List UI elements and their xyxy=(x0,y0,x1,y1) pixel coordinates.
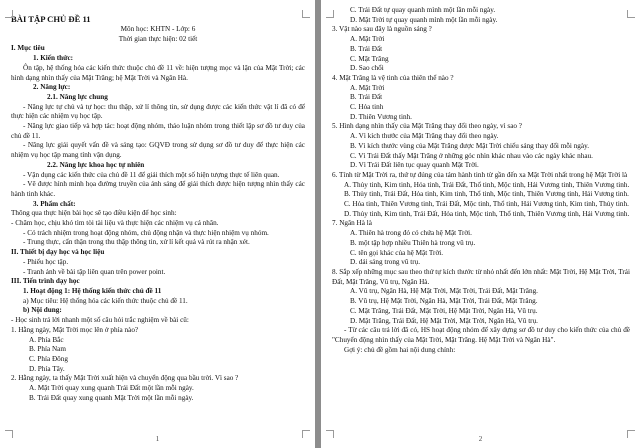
document-title: BÀI TẬP CHỦ ĐỀ 11 xyxy=(11,14,91,24)
paragraph: C. Hỏa tinh, Thiên Vương tinh, Trái Đất, Mộc tinh, Thổ tinh, Hải Vương tinh, Kim tinh, Thủy tinh. xyxy=(344,200,629,209)
paragraph: B. Thủy tinh, Trái Đất, Hỏa tinh, Kim tinh, Thổ tinh, Mộc tinh, Thiên Vương tinh, Hải Vương tinh. xyxy=(344,190,629,199)
margin-mark-top-right xyxy=(302,10,310,18)
paragraph: a) Mục tiêu: Hệ thống hóa các kiến thức thuộc chủ đề 11. xyxy=(23,296,188,305)
paragraph: Ôn tập, hệ thống hóa các kiến thức thuộc chủ đề 11 về: hiện tượng mọc và lặn của Mặt Trời; các hình dạng nhìn thấy của Mặt Trăng; hệ Mặt Trời và Ngân Hà. xyxy=(11,63,305,82)
paragraph: - Năng lực giao tiếp và hợp tác: hoạt động nhóm, thảo luận nhóm trong thiết lập sơ đồ tư duy của chủ đề 11. xyxy=(11,122,305,140)
paragraph: 4. Mặt Trăng là vệ tinh của thiên thể nào ? xyxy=(332,73,454,82)
paragraph: - Có trách nhiệm trong hoạt động nhóm, chủ động nhận và thực hiện nhiệm vụ nhóm. xyxy=(23,228,269,237)
paragraph: C. Mặt Trăng, Trái Đất, Mặt Trời, Hệ Mặt Trời, Ngân Hà, Vũ trụ. xyxy=(350,306,538,315)
paragraph: Gợi ý: chủ đề gồm hai nội dung chính: xyxy=(344,345,456,354)
paragraph: D. Phía Tây. xyxy=(29,364,65,373)
paragraph: B. Trái Đất quay xung quanh Mặt Trời một lần mỗi ngày. xyxy=(29,393,194,402)
paragraph: A. Mặt Trời quay xung quanh Trái Đất một lần mỗi ngày. xyxy=(29,384,194,393)
margin-mark-top-right xyxy=(627,10,635,18)
paragraph: A. Mặt Trời xyxy=(350,83,385,92)
paragraph: 3. Vật nào sau đây là nguồn sáng ? xyxy=(332,25,432,34)
paragraph: A. Thiên hà trong đó có chứa hệ Mặt Trời. xyxy=(350,229,472,238)
page-number: 2 xyxy=(478,435,483,444)
paragraph: 5. Hình dạng nhìn thấy của Mặt Trăng thay đổi theo ngày, vì sao ? xyxy=(332,122,522,131)
paragraph: B. Vũ trụ, Hệ Mặt Trời, Ngân Hà, Mặt Trời, Trái Đất, Mặt Trăng. xyxy=(350,297,538,306)
paragraph: - Phiếu học tập. xyxy=(23,257,69,266)
paragraph: II. Thiết bị dạy học và học liệu xyxy=(11,248,105,257)
document-page-2 xyxy=(321,0,640,448)
paragraph: 1. Hoạt động 1: Hệ thống kiến thức chủ đề 11 xyxy=(23,286,162,295)
paragraph: B. Trái Đất xyxy=(350,44,383,53)
paragraph: 1. Hằng ngày, Mặt Trời mọc lên ở phía nào? xyxy=(11,325,139,334)
paragraph: - Học sinh trả lời nhanh một số câu hỏi trắc nghiệm về bài cũ: xyxy=(11,316,189,325)
paragraph: C. Trái Đất tự quay quanh mình một lần mỗi ngày. xyxy=(350,6,496,14)
margin-mark-top-left xyxy=(326,10,334,18)
paragraph: - Từ các câu trả lời đã có, HS hoạt động nhóm để xây dựng sơ đồ tư duy cho kiến thức của chủ đề "Chuyển động nhìn thấy của Mặt Trời, Mặt Trăng. Hệ Mặt Trời và Ngân Hà". xyxy=(332,326,630,344)
paragraph: A. Vũ trụ, Ngân Hà, Hệ Mặt Trời, Mặt Trời, Trái Đất, Mặt Trăng. xyxy=(350,287,538,296)
paragraph: B. Trái Đất xyxy=(350,93,383,102)
paragraph: 7. Ngân Hà là xyxy=(332,219,372,228)
page-2-body xyxy=(332,6,630,355)
paragraph: b) Nội dung: xyxy=(23,306,62,315)
paragraph: C. Phía Đông xyxy=(29,354,68,363)
paragraph: A. Thủy tinh, Kim tinh, Hỏa tinh, Trái Đất, Thổ tinh, Mộc tinh, Hải Vương tinh, Thiên Vương tinh. xyxy=(344,180,630,189)
paragraph: 1. Kiến thức: xyxy=(33,54,74,63)
paragraph: - Năng lực tự chủ và tự học: thu thập, xử lí thông tin, sử dụng được các kiến thức vật lí đã có để thực hiện các nhiệm vụ học tập. xyxy=(11,102,305,121)
paragraph: 2.2. Năng lực khoa học tự nhiên xyxy=(47,160,145,169)
paragraph: C. Hỏa tinh xyxy=(350,103,384,112)
page-1-body xyxy=(11,44,305,403)
paragraph: III. Tiến trình dạy học xyxy=(11,277,80,286)
paragraph: C. tên gọi khác của hệ Mặt Trời. xyxy=(350,248,444,257)
paragraph: 2.1. Năng lực chung xyxy=(47,92,108,101)
paragraph: B. một tập hợp nhiều Thiên hà trong vũ trụ. xyxy=(350,238,476,247)
paragraph: D. Sao chổi xyxy=(350,64,384,73)
paragraph: B. Vì kích thước vùng của Mặt Trăng được Mặt Trời chiếu sáng thay đổi mỗi ngày. xyxy=(350,141,589,150)
paragraph: C. Vì Trái Đất thấy Mặt Trăng ở những góc nhìn khác nhau vào các ngày khác nhau. xyxy=(350,151,593,160)
document-page-1 xyxy=(0,0,315,448)
paragraph: I. Mục tiêu xyxy=(11,44,45,53)
paragraph: D. Mặt Trăng, Trái Đất, Hệ Mặt Trời, Mặt Trời, Ngân Hà, Vũ trụ. xyxy=(350,316,538,325)
paragraph: 2. Năng lực: xyxy=(33,83,71,92)
paragraph: 3. Phẩm chất: xyxy=(33,199,76,208)
paragraph: D. Thủy tinh, Kim tinh, Trái Đất, Hỏa tinh, Mộc tinh, Thổ tinh, Thiên Vương tinh, Hải Vương tinh. xyxy=(344,209,630,218)
document-duration: Thời gian thực hiện: 02 tiết xyxy=(118,34,198,43)
paragraph: C. Mặt Trăng xyxy=(350,54,389,63)
paragraph: D. Mặt Trời tự quay quanh mình một lần mỗi ngày. xyxy=(350,15,498,24)
paragraph: - Tranh ảnh về bài tập liên quan trên power point. xyxy=(23,267,166,276)
paragraph: D. dải sáng trong vũ trụ. xyxy=(350,258,421,267)
paragraph: 8. Sắp xếp những mục sau theo thứ tự kích thước từ nhỏ nhất đến lớn nhất: Mặt Trời, Hệ Mặt Trời, Trái Đất, Mặt Trăng, Vũ trụ, Ngân Hà. xyxy=(332,267,630,286)
paragraph: Thông qua thực hiện bài học sẽ tạo điều kiện để học sinh: xyxy=(11,209,177,218)
page-number: 1 xyxy=(155,435,160,444)
paragraph: D. Thiên Vương tinh. xyxy=(350,112,412,121)
margin-mark-top-left xyxy=(5,10,13,18)
paragraph: - Vận dụng các kiến thức của chủ đề 11 để giải thích một số hiện tượng thực tế liên quan. xyxy=(23,170,280,179)
paragraph: - Chăm học, chịu khó tìm tòi tài liệu và thực hiện các nhiệm vụ cá nhân. xyxy=(11,219,219,228)
paragraph: D. Vì Trái Đất liên tục quay quanh Mặt Trời. xyxy=(350,161,479,170)
paragraph: - Năng lực giải quyết vấn đề và sáng tạo: GQVĐ trong sử dụng sơ đồ tư duy để thực hiện các nhiệm vụ học tập mang tính vận dụng. xyxy=(11,141,305,160)
document-subject: Môn học: KHTN - Lớp: 6 xyxy=(120,25,196,33)
paragraph: - Vẽ được hình minh họa đường truyền của ánh sáng để giải thích được hiện tượng nhìn thấy các hành tinh khác. xyxy=(11,180,305,198)
paragraph: 2. Hằng ngày, ta thấy Mặt Trời xuất hiện và chuyển động qua bầu trời. Vì sao ? xyxy=(11,374,239,383)
paragraph: - Trung thực, cẩn thận trong thu thập thông tin, xử lí kết quả và rút ra nhận xét. xyxy=(23,238,250,247)
paragraph: 6. Tính từ Mặt Trời ra, thứ tự đúng của tám hành tinh từ gần đến xa Mặt Trời nhất trong hệ Mặt Trời là xyxy=(332,170,628,179)
paragraph: A. Vì kích thước của Mặt Trăng thay đổi theo ngày. xyxy=(350,132,499,141)
paragraph: B. Phía Nam xyxy=(29,345,66,354)
paragraph: A. Phía Bắc xyxy=(29,335,64,344)
paragraph: A. Mặt Trời xyxy=(350,35,385,44)
